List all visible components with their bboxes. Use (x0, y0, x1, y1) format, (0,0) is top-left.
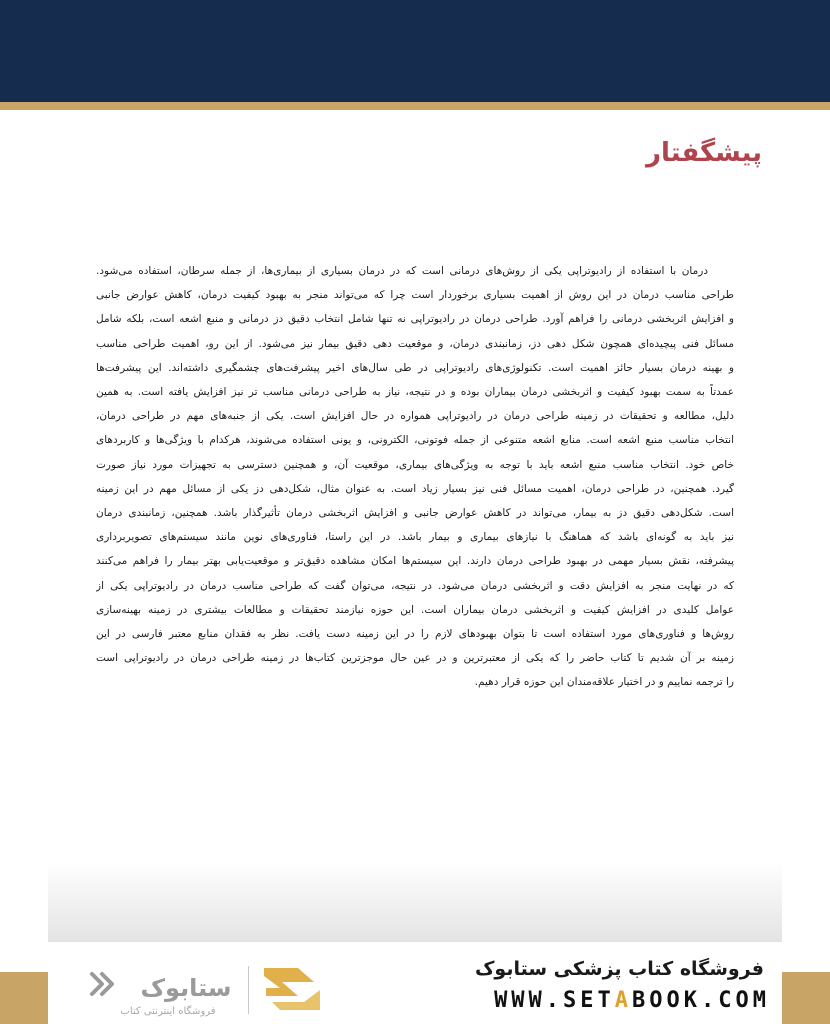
logo-subtext: فروشگاه اینترنتی کتاب (120, 1006, 216, 1017)
preface-body (96, 259, 734, 695)
body-line: طراحی مناسب درمان در این روش از اهمیت بسیاری برخوردار است چرا که می‌تواند منجر به بهبود کیفیت درمان، کاهش عوارض جانبی (96, 289, 734, 302)
page-bottom-shadow (48, 862, 782, 942)
body-line: عمدتاً به سمت بهبود کیفیت و اثربخشی درمان بیماران بوده و در نتیجه، نیاز به طراحی درمانی مناسب تر نیز افزایش یافته است. به همین (96, 386, 734, 399)
url-accent-letter: A (614, 988, 633, 1013)
body-line: درمان با استفاده از رادیوتراپی یکی از روش‌های درمانی است که در درمان بسیاری از بیماری‌ها، از جمله سرطان، استفاده می‌شود. (96, 265, 708, 277)
body-line: مسائل فنی پیچیده‌ای همچون شکل دهی دز، زمانبندی درمان، و موقعیت دهی دقیق بیمار نیز می‌شود. از این رو، اهمیت طراحی مناسب (96, 337, 734, 350)
body-line: زمینه بر آن شدیم تا کتاب حاضر را که یکی از معتبرترین و در عین حال موجزترین کتاب‌ها در زمینه طراحی درمان در رادیوتراپی است (96, 652, 734, 665)
body-line: و افزایش اثربخشی درمانی را فراهم آورد. طراحی درمان در رادیوتراپی نه تنها شامل انتخاب دقیق دز درمانی و منبع اشعه است، بلکه شامل (96, 313, 734, 326)
logo-divider (248, 966, 249, 1014)
body-line: گیرد. همچنین، در طراحی درمان، اهمیت مسائل فنی نیز بسیار زیاد است. به عنوان مثال، شکل‌دهی دز یکی از مسائل مهم در این زمینه (96, 482, 734, 495)
header-gold-stripe (0, 102, 830, 110)
header-band (0, 0, 830, 102)
url-part-2: BOOK.COM (632, 988, 770, 1013)
url-part-1: WWW.SET (494, 988, 615, 1013)
footer-left-gold-bar (0, 972, 48, 1024)
footer-right-gold-bar (782, 972, 830, 1024)
body-line: را ترجمه نماییم و در اختیار علاقه‌مندان این حوزه قرار دهیم. (474, 676, 734, 689)
body-line: است. شکل‌دهی دقیق دز به بیمار، می‌تواند در کاهش عوارض جانبی و افزایش اثربخشی درمان تأثیرگذار باشد. همچنین، زمانبندی درمان (96, 507, 734, 520)
page-title: پیشگفتار (645, 138, 762, 168)
body-line: خاص خود. انتخاب مناسب منبع اشعه باید با توجه به ویژگی‌های بیماری، موقعیت آن، و همچنین دسترسی به تجهیزات مورد نیاز صورت (96, 458, 734, 471)
body-line: روش‌ها و فناوری‌های مورد استفاده است تا بتوان بهبودهای لازم را در این زمینه دست یافت. نظر به فقدان منابع معتبر فارسی در این (96, 628, 734, 641)
body-line: انتخاب مناسب منبع اشعه است. منابع اشعه متنوعی از جمله فوتونی، الکترونی، و یونی استفاده می‌شوند، هرکدام با ویژگی‌ها و کاربردهای (96, 434, 734, 447)
logo-wordmark: ستابوک (140, 974, 232, 1002)
body-line: که در نهایت منجر به افزایش دقت و اثربخشی درمان می‌شود. در نتیجه، می‌توان گفت که طراحی مناسب درمان در رادیوتراپی یکی از (96, 579, 734, 592)
setabook-emblem-icon (258, 962, 326, 1016)
store-url[interactable] (494, 988, 770, 1013)
store-name: فروشگاه کتاب پزشکی ستابوک (474, 958, 764, 980)
logo-chevrons-icon (92, 974, 112, 994)
body-line: و بهینه درمان بسیار حائز اهمیت است. تکنولوژی‌های رادیوتراپی در طی سال‌های اخیر پیشرفت‌های چشمگیری داشته‌اند. این پیشرفت‌ها (96, 361, 734, 374)
body-line: عوامل کلیدی در افزایش کیفیت و اثربخشی درمان بیماران است. این حوزه نیازمند تحقیقات و مطالعات بیشتری در زمینه بهینه‌سازی (96, 603, 734, 616)
body-line: پیشرفته، نقش بسیار مهمی در بهبود طراحی درمان دارند. این سیستم‌ها امکان مشاهده دقیق‌تر و موقعیت‌یابی بهتر بیمار را فراهم می‌کنند (96, 555, 734, 568)
body-line: نیز باید به گونه‌ای باشد که هماهنگ با نیازهای بیماری و بیمار باشد. در این راستا، فناوری‌های نوین مانند سیستم‌های تصویربرداری (96, 531, 734, 544)
setabook-logo[interactable] (86, 960, 236, 1020)
body-line: دلیل، مطالعه و تحقیقات در زمینه طراحی درمان در رادیوتراپی همواره در حال افزایش است. یکی از جنبه‌های مهم در طراحی درمان، (96, 410, 734, 423)
